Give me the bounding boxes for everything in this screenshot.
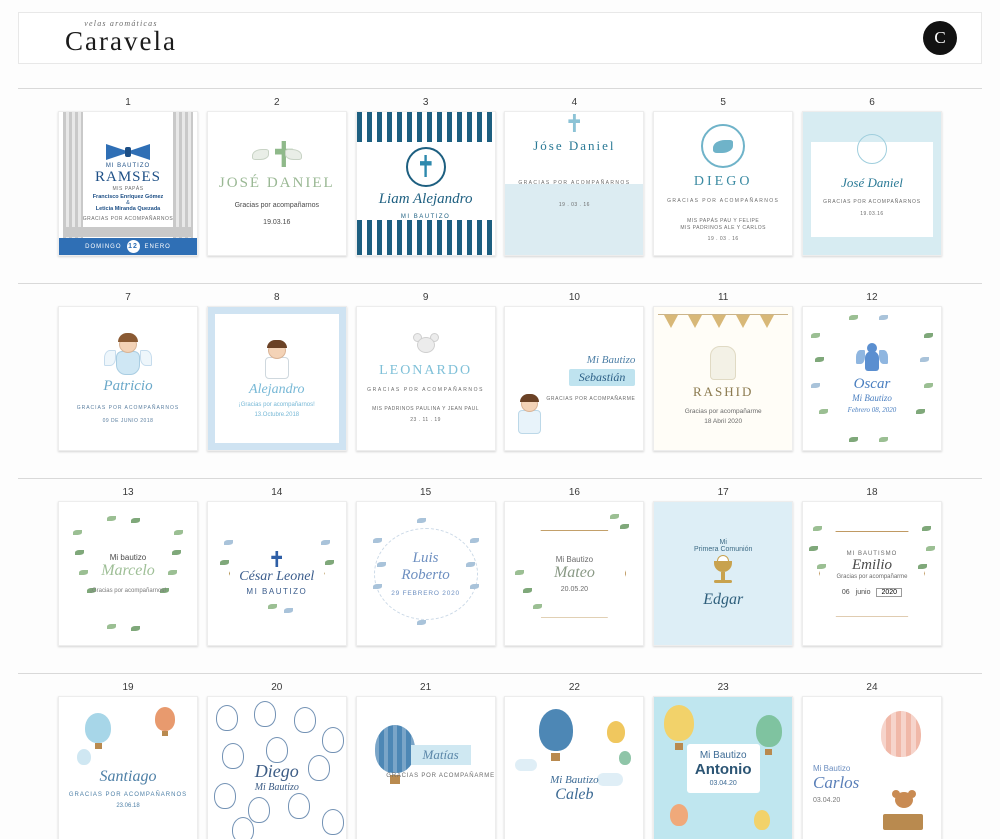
card-name: Edgar <box>703 590 744 608</box>
item-number: 10 <box>568 292 580 303</box>
item-number: 5 <box>720 97 726 108</box>
card-thanks: GRACIAS POR ACOMPAÑARNOS <box>82 215 174 222</box>
design-card-5[interactable] <box>653 111 793 256</box>
card-title: MI BAUTISMO <box>846 550 898 557</box>
design-card-22[interactable] <box>504 696 644 839</box>
brand-name: Caravela <box>65 26 177 56</box>
card-name: Caleb <box>555 785 594 803</box>
item-number: 2 <box>274 97 280 108</box>
card-title: Mi Bautizo <box>812 763 851 773</box>
grid-row <box>18 673 982 839</box>
design-card-23[interactable] <box>653 696 793 839</box>
bowtie-icon <box>106 144 150 160</box>
item-number: 6 <box>869 97 875 108</box>
item-number: 8 <box>274 292 280 303</box>
design-card-14[interactable] <box>207 501 347 646</box>
grid-row <box>18 283 982 468</box>
card-thanks: GRACIAS POR ACOMPAÑARNOS <box>68 792 188 798</box>
catalog-item[interactable] <box>356 292 496 468</box>
card-date: 03.04.20 <box>812 796 841 804</box>
catalog-item[interactable] <box>207 682 347 839</box>
angel-figure-icon <box>710 346 736 380</box>
design-card-19[interactable] <box>58 696 198 839</box>
card-date: 18 Abril 2020 <box>704 418 743 425</box>
item-number: 13 <box>122 487 134 498</box>
design-card-8[interactable] <box>207 306 347 451</box>
date-month: junio <box>855 588 871 596</box>
card-thanks: GRACIAS POR ACOMPAÑARNOS <box>667 198 780 204</box>
catalog-item[interactable] <box>653 487 793 663</box>
item-number: 18 <box>866 487 878 498</box>
item-number: 1 <box>125 97 131 108</box>
card-date: 19 . 03 . 16 <box>558 201 590 208</box>
card-thanks: GRACIAS POR ACOMPAÑARNOS <box>518 180 631 186</box>
design-card-9[interactable] <box>356 306 496 451</box>
item-number: 14 <box>271 487 283 498</box>
card-name-last: Roberto <box>401 567 450 583</box>
angel-boy-icon <box>108 332 148 376</box>
catalog-item[interactable] <box>207 487 347 663</box>
doves-cross-icon <box>214 141 340 171</box>
card-subtitle: Mi Bautizo <box>254 781 299 793</box>
item-number: 4 <box>571 97 578 108</box>
design-card-16[interactable] <box>504 501 644 646</box>
card-label: MI BAUTIZO <box>105 163 151 169</box>
date-ribbon <box>59 238 197 255</box>
card-date: 29 FEBRERO 2020 <box>391 590 460 597</box>
card-title: Mi bautizo <box>109 553 147 562</box>
item-number: 21 <box>420 682 432 693</box>
design-card-7[interactable] <box>58 306 198 451</box>
item-number: 11 <box>717 292 729 303</box>
item-number: 19 <box>122 682 134 693</box>
catalog-item[interactable] <box>58 97 198 273</box>
catalog-item[interactable] <box>356 487 496 663</box>
catalog-item[interactable] <box>356 682 496 839</box>
card-date: 19 . 03 . 16 <box>707 235 739 242</box>
cross-icon <box>271 551 282 567</box>
catalog-item[interactable] <box>504 487 644 663</box>
catalog-item[interactable] <box>58 682 198 839</box>
design-card-4[interactable] <box>504 111 644 256</box>
teddy-bear-icon <box>413 333 439 359</box>
name-label <box>687 744 760 793</box>
card-thanks: Gracias por acompañarnos <box>234 202 320 209</box>
card-date: 23.06.18 <box>116 803 140 809</box>
item-number: 23 <box>717 682 729 693</box>
design-card-11[interactable] <box>653 306 793 451</box>
design-card-6[interactable] <box>802 111 942 256</box>
design-card-2[interactable] <box>207 111 347 256</box>
catalog-item[interactable] <box>504 682 644 839</box>
boy-figure-icon <box>260 340 294 380</box>
brand-logo <box>65 19 177 57</box>
cross-badge-icon <box>857 134 887 164</box>
design-card-10[interactable] <box>504 306 644 451</box>
card-godparents: MIS PADRINOS ALE Y CARLOS <box>680 225 766 231</box>
catalog-item[interactable] <box>207 97 347 273</box>
cross-icon <box>568 114 580 132</box>
item-number: 15 <box>420 487 432 498</box>
card-date: Febrero 08, 2020 <box>847 406 897 414</box>
card-date: 23 . 11 . 19 <box>410 416 441 423</box>
cross-medallion-icon <box>406 147 446 187</box>
card-name: LEONARDO <box>379 362 473 378</box>
card-name: Marcelo <box>101 562 155 579</box>
item-number: 20 <box>271 682 283 693</box>
card-date: 19.03.16 <box>263 219 291 226</box>
card-name: JOSÉ DANIEL <box>218 175 335 191</box>
card-subtitle: MI BAUTIZO <box>246 587 308 596</box>
catalog-item[interactable] <box>207 292 347 468</box>
brand-mark-icon: C <box>923 21 957 55</box>
item-number: 17 <box>717 487 729 498</box>
card-name: Mateo <box>553 563 595 581</box>
brand-tagline: velas aromáticas <box>84 19 158 28</box>
catalog-item[interactable] <box>58 487 198 663</box>
date-year: 2020 <box>876 588 902 597</box>
catalog-item[interactable] <box>504 292 644 468</box>
card-date: 09 DE JUNIO 2018 <box>102 417 154 424</box>
design-card-3[interactable] <box>356 111 496 256</box>
card-name: Santiago <box>99 768 157 785</box>
catalog-item[interactable] <box>504 97 644 273</box>
card-title: Mi Bautizo <box>586 353 636 366</box>
angel-silhouette-icon <box>859 343 885 373</box>
grid-row <box>18 88 982 273</box>
item-number: 24 <box>866 682 878 693</box>
card-name: Carlos <box>812 772 860 792</box>
design-card-21[interactable] <box>356 696 496 839</box>
card-name: Diego <box>254 760 299 781</box>
card-name: Alejandro <box>249 381 305 397</box>
card-name: Patricio <box>103 378 153 394</box>
card-parent-2: Leticia Miranda Quezada <box>95 205 161 212</box>
card-name: Antonio <box>694 761 752 778</box>
card-date: 19.03.16 <box>860 210 884 217</box>
card-name: César Leonel <box>239 569 315 584</box>
card-thanks: ¡Gracias por acompañarnos! <box>89 588 167 594</box>
item-number: 7 <box>125 292 131 303</box>
chalice-icon <box>710 557 736 585</box>
card-grid <box>18 88 982 839</box>
card-godparents: MIS PADRINOS PAULINA Y JEAN PAUL <box>372 406 480 413</box>
card-name: Matías <box>411 745 471 765</box>
item-number: 3 <box>422 97 429 108</box>
card-thanks: GRACIAS POR ACOMPAÑARNOS <box>367 386 485 393</box>
catalog-item[interactable] <box>802 292 942 468</box>
item-number: 12 <box>866 292 878 303</box>
card-title: Mi Bautizo <box>550 773 599 786</box>
card-date: 20.05.20 <box>560 585 589 593</box>
card-amp: & <box>126 199 130 206</box>
card-name: DIEGO <box>693 174 753 189</box>
card-title-comunion: Primera Comunión <box>694 545 753 553</box>
item-number: 16 <box>568 487 580 498</box>
date-month: ENERO <box>144 243 171 250</box>
page-header <box>18 12 982 64</box>
card-name: Liam Alejandro <box>378 191 473 207</box>
dove-medallion-icon <box>701 124 745 168</box>
card-subtitle: MIS PAPÁS <box>112 186 144 192</box>
card-name: Sebastián <box>569 369 636 386</box>
card-name: Jóse Daniel <box>533 138 616 153</box>
catalog-item[interactable] <box>802 97 942 273</box>
grid-row <box>18 478 982 663</box>
design-card-15[interactable] <box>356 501 496 646</box>
design-card-12[interactable] <box>802 306 942 451</box>
date-weekday: DOMINGO <box>85 243 122 250</box>
card-parents: MIS PAPÁS PAU Y FELIPE <box>687 217 760 224</box>
date-day: 12 <box>127 240 140 253</box>
card-title: Mi Bautizo <box>699 750 747 761</box>
design-card-18[interactable] <box>802 501 942 646</box>
catalog-item[interactable] <box>802 682 942 839</box>
card-thanks: GRACIAS POR ACOMPAÑARME <box>386 772 495 779</box>
card-thanks: GRACIAS POR ACOMPAÑARNOS <box>823 199 921 205</box>
item-number: 22 <box>568 682 580 693</box>
design-card-24[interactable] <box>802 696 942 839</box>
card-parent-1: Francisco Enríquez Gómez <box>92 193 164 200</box>
card-title: Mi Bautizo <box>555 554 594 564</box>
catalog-item[interactable] <box>653 97 793 273</box>
card-thanks: Gracias por acompañarme <box>836 573 908 580</box>
card-name: RAMSES <box>94 169 162 185</box>
bunting-decoration <box>654 309 792 333</box>
catalog-item[interactable] <box>802 487 942 663</box>
catalog-item[interactable] <box>58 292 198 468</box>
card-title: Mi Bautizo <box>852 393 892 403</box>
date-day: 06 <box>841 588 850 596</box>
design-card-17[interactable] <box>653 501 793 646</box>
card-thanks: GRACIAS POR ACOMPAÑARME <box>546 395 636 402</box>
design-card-1[interactable] <box>58 111 198 256</box>
date-group <box>809 588 935 597</box>
card-name: RASHID <box>692 384 754 399</box>
card-date: 03.04.20 <box>709 780 737 787</box>
catalog-item[interactable] <box>356 97 496 273</box>
design-card-20[interactable] <box>207 696 347 839</box>
card-name: José Daniel <box>841 175 903 190</box>
card-subtitle: MI BAUTIZO <box>400 214 451 220</box>
card-name: Emilio <box>851 556 892 573</box>
card-thanks: GRACIAS POR ACOMPAÑARNOS <box>76 405 180 411</box>
card-thanks: ¡Gracias por acompañarnos! <box>238 401 315 408</box>
catalog-item[interactable] <box>653 682 793 839</box>
design-card-13[interactable] <box>58 501 198 646</box>
card-date: 13.Octubre.2018 <box>254 411 300 418</box>
card-title-mi: Mi <box>719 538 727 546</box>
item-number: 9 <box>422 292 429 303</box>
card-name-first: Luis <box>412 550 439 566</box>
card-name: Oscar <box>853 376 891 392</box>
card-thanks: Gracias por acompañarme <box>684 408 762 415</box>
catalog-item[interactable] <box>653 292 793 468</box>
